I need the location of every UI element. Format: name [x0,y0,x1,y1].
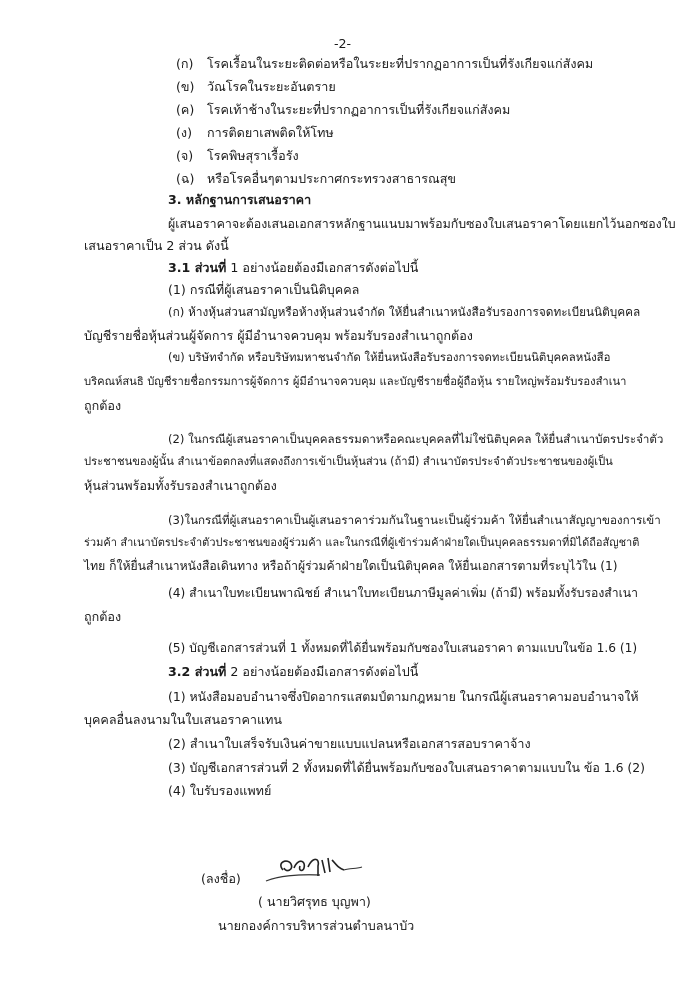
list-marker: (ก) [176,56,194,71]
paragraph-line: ไทย ก็ให้ยื่นสำเนาหนังสือเดินทาง หรือถ้าผู้ร่วมค้าฝ่ายใดเป็นนิติบุคคล ให้ยื่นเอกสารตามที่ระบุไว้ใน (1) [84,559,618,573]
list-item: การติดยาเสพติดให้โทษ [207,125,334,140]
list-marker: (ฉ) [176,171,195,186]
subsection-title: 1 อย่างน้อยต้องมีเอกสารดังต่อไปนี้ [230,260,419,275]
paragraph-line: ถูกต้อง [84,609,122,624]
paragraph-line: (2) ในกรณีผู้เสนอราคาเป็นบุคคลธรรมดาหรือคณะบุคคลที่ไม่ใช่นิติบุคคล ให้ยื่นสำเนาบัตรประจำตัว [168,432,664,446]
list-marker: (จ) [176,148,194,163]
handwritten-signature [258,848,388,888]
paragraph-line: (3)ในกรณีที่ผู้เสนอราคาเป็นผู้เสนอราคาร่วมกันในฐานะเป็นผู้ร่วมค้า ให้ยื่นสำเนาสัญญาของการเข้า [168,513,661,527]
subsection-title: 2 อย่างน้อยต้องมีเอกสารดังต่อไปนี้ [230,664,419,679]
paragraph-line: (ข) บริษัทจำกัด หรือบริษัทมหาชนจำกัด ให้ยื่นหนังสือรับรองการจดทะเบียนนิติบุคคลหนังสือ [168,350,611,364]
section-heading: 3. หลักฐานการเสนอราคา [168,192,312,207]
paragraph-line: (1) หนังสือมอบอำนาจซึ่งปิดอากรแสตมป์ตามกฎหมาย ในกรณีผู้เสนอราคามอบอำนาจให้ [168,689,639,704]
paragraph-line: บริคณห์สนธิ บัญชีรายชื่อกรรมการผู้จัดการ ผู้มีอำนาจควบคุม และบัญชีรายชื่อผู้ถือหุ้น รายใหญ่พร้อมรับรองสำเนา [84,375,627,388]
signer-name: ( นายวิศรุทธ บุญพา) [258,894,371,909]
paragraph-line: (2) สำเนาใบเสร็จรับเงินค่าขายแบบแปลนหรือเอกสารสอบราคาจ้าง [168,736,531,751]
subsection-heading [168,259,418,277]
list-marker: (ข) [176,79,195,94]
paragraph-line: (4) ใบรับรองแพทย์ [168,783,272,798]
paragraph-line: หุ้นส่วนพร้อมทั้งรับรองสำเนาถูกต้อง [84,478,277,493]
subsection-number: 3.2 ส่วนที่ [168,664,227,679]
paragraph-line: ผู้เสนอราคาจะต้องเสนอเอกสารหลักฐานแนบมาพร้อมกับซองใบเสนอราคาโดยแยกไว้นอกซองใบ [168,216,676,231]
paragraph-line: ร่วมค้า สำเนาบัตรประจำตัวประชาชนของผู้ร่วมค้า และในกรณีที่ผู้เข้าร่วมค้าฝ่ายใดเป็นบุคคลธรรมดาที่มิได้ถือสัญชาติ [84,536,640,549]
page-number: -2- [334,36,352,51]
paragraph-line: (4) สำเนาใบทะเบียนพาณิชย์ สำเนาใบทะเบียนภาษีมูลค่าเพิ่ม (ถ้ามี) พร้อมทั้งรับรองสำเนา [168,586,638,600]
list-item: โรคเรื้อนในระยะติดต่อหรือในระยะที่ปรากฏอาการเป็นที่รังเกียจแก่สังคม [207,56,594,71]
list-marker: (ง) [176,125,192,140]
signer-position: นายกองค์การบริหารส่วนตำบลนาบัว [218,918,415,933]
list-item: วัณโรคในระยะอันตราย [207,79,336,94]
paragraph-line: ประชาชนของผู้นั้น สำเนาข้อตกลงที่แสดงถึงการเข้าเป็นหุ้นส่วน (ถ้ามี) สำเนาบัตรประจำตัวประชาชนของผู้เป็น [84,455,613,468]
paragraph-line: (3) บัญชีเอกสารส่วนที่ 2 ทั้งหมดที่ได้ยื่นพร้อมกับซองใบเสนอราคาตามแบบใน ข้อ 1.6 (2) [168,760,645,775]
paragraph-line: บุคคลอื่นลงนามในใบเสนอราคาแทน [84,712,283,727]
list-item: โรคเท้าช้างในระยะที่ปรากฏอาการเป็นที่รังเกียจแก่สังคม [207,102,511,117]
list-marker: (ค) [176,102,195,117]
subsection-heading [168,663,418,681]
subsection-number: 3.1 ส่วนที่ [168,260,227,275]
paragraph-line: เสนอราคาเป็น 2 ส่วน ดังนี้ [84,238,229,253]
paragraph-line: ถูกต้อง [84,398,122,413]
sign-label: (ลงชื่อ) [201,871,241,886]
paragraph-line: บัญชีรายชื่อหุ้นส่วนผู้จัดการ ผู้มีอำนาจควบคุม พร้อมรับรองสำเนาถูกต้อง [84,328,473,343]
paragraph-line: (5) บัญชีเอกสารส่วนที่ 1 ทั้งหมดที่ได้ยื่นพร้อมกับซองใบเสนอราคา ตามแบบในข้อ 1.6 (1) [168,641,638,655]
list-item: หรือโรคอื่นๆตามประกาศกระทรวงสาธารณสุข [207,171,456,186]
list-item: โรคพิษสุราเรื้อรัง [207,148,299,163]
list-item: (1) กรณีที่ผู้เสนอราคาเป็นนิติบุคคล [168,282,360,297]
paragraph-line: (ก) ห้างหุ้นส่วนสามัญหรือห้างหุ้นส่วนจำกัด ให้ยื่นสำเนาหนังสือรับรองการจดทะเบียนนิติบุคคล [168,305,641,319]
